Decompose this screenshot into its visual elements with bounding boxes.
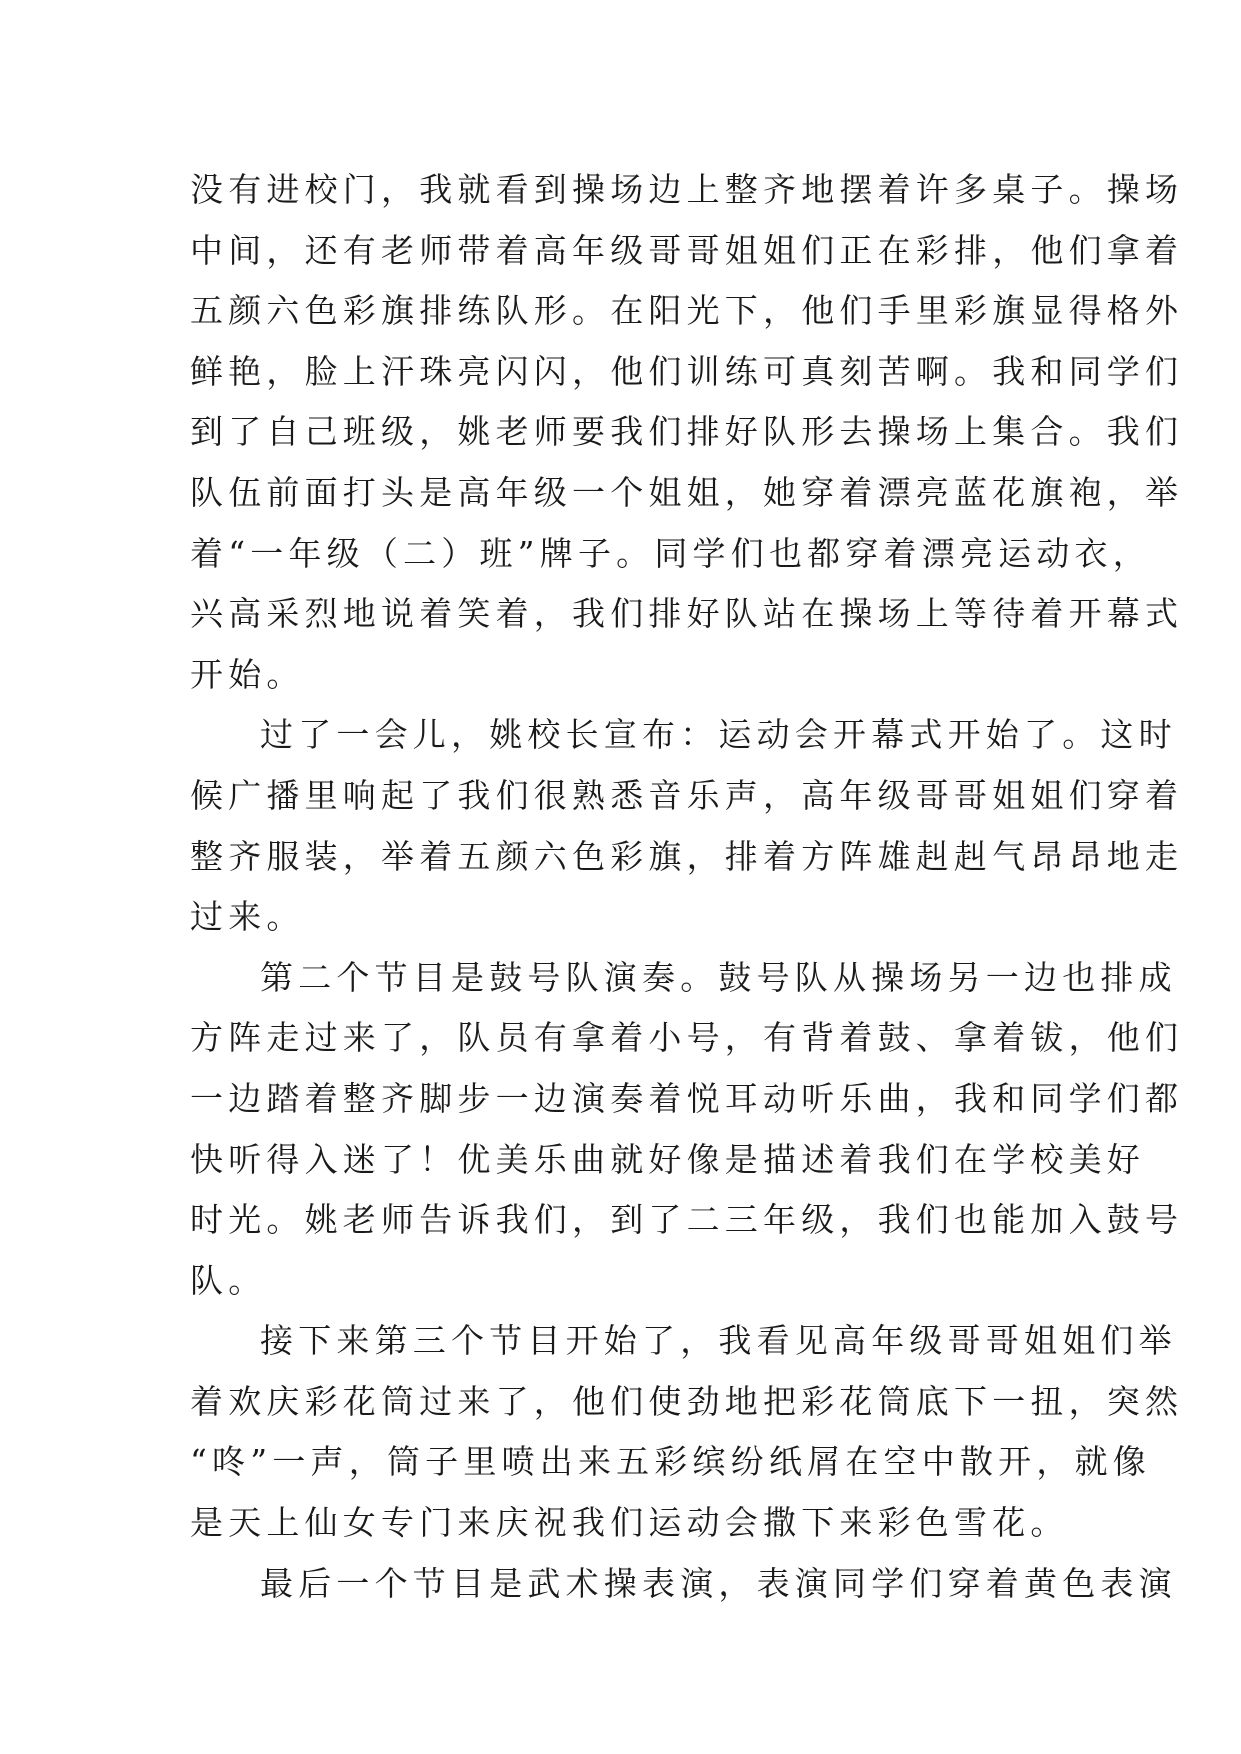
text-line: 是天上仙女专门来庆祝我们运动会撒下来彩色雪花。 (190, 1503, 1069, 1543)
text-line: 鲜艳，脸上汗珠亮闪闪，他们训练可真刻苦啊。我和同学们 (190, 351, 1184, 391)
text-line: 一边踏着整齐脚步一边演奏着悦耳动听乐曲，我和同学们都 (190, 1078, 1184, 1118)
text-line: 五颜六色彩旗排练队形。在阳光下，他们手里彩旗显得格外 (190, 291, 1184, 331)
text-line: 方阵走过来了，队员有拿着小号，有背着鼓、拿着钹，他们 (190, 1018, 1184, 1058)
text-line: 中间，还有老师带着高年级哥哥姐姐们正在彩排，他们拿着 (190, 230, 1184, 270)
body-text (190, 160, 1184, 1614)
text-line: 候广播里响起了我们很熟悉音乐声，高年级哥哥姐姐们穿着 (190, 775, 1184, 815)
text-line: 快听得入迷了！优美乐曲就好像是描述着我们在学校美好 (190, 1139, 1145, 1179)
text-line: 时光。姚老师告诉我们，到了二三年级，我们也能加入鼓号 (190, 1200, 1184, 1240)
text-line: 过来。 (190, 897, 305, 937)
text-line: 队。 (190, 1260, 267, 1300)
paragraph-first-line: 最后一个节目是武术操表演，表演同学们穿着黄色表演 (260, 1563, 1177, 1603)
text-line: 着欢庆彩花筒过来了，他们使劲地把彩花筒底下一扭，突然 (190, 1381, 1184, 1421)
text-line: 兴高采烈地说着笑着，我们排好队站在操场上等待着开幕式 (190, 594, 1184, 634)
text-line: 没有进校门，我就看到操场边上整齐地摆着许多桌子。操场 (190, 170, 1184, 209)
paragraph-first-line: 过了一会儿，姚校长宣布：运动会开幕式开始了。这时 (260, 715, 1177, 755)
text-line: 开始。 (190, 654, 305, 694)
text-line: 到了自己班级，姚老师要我们排好队形去操场上集合。我们 (190, 412, 1184, 452)
paragraph-first-line: 接下来第三个节目开始了，我看见高年级哥哥姐姐们举 (260, 1321, 1177, 1361)
text-line: “咚”一声，筒子里喷出来五彩缤纷纸屑在空中散开，就像 (190, 1442, 1151, 1482)
text-line: 着“一年级（二）班”牌子。同学们也都穿着漂亮运动衣， (190, 533, 1151, 573)
text-line: 队伍前面打头是高年级一个姐姐，她穿着漂亮蓝花旗袍，举 (190, 472, 1184, 512)
paragraph-first-line: 第二个节目是鼓号队演奏。鼓号队从操场另一边也排成 (260, 957, 1177, 997)
text-line: 整齐服装，举着五颜六色彩旗，排着方阵雄赳赳气昂昂地走 (190, 836, 1184, 876)
